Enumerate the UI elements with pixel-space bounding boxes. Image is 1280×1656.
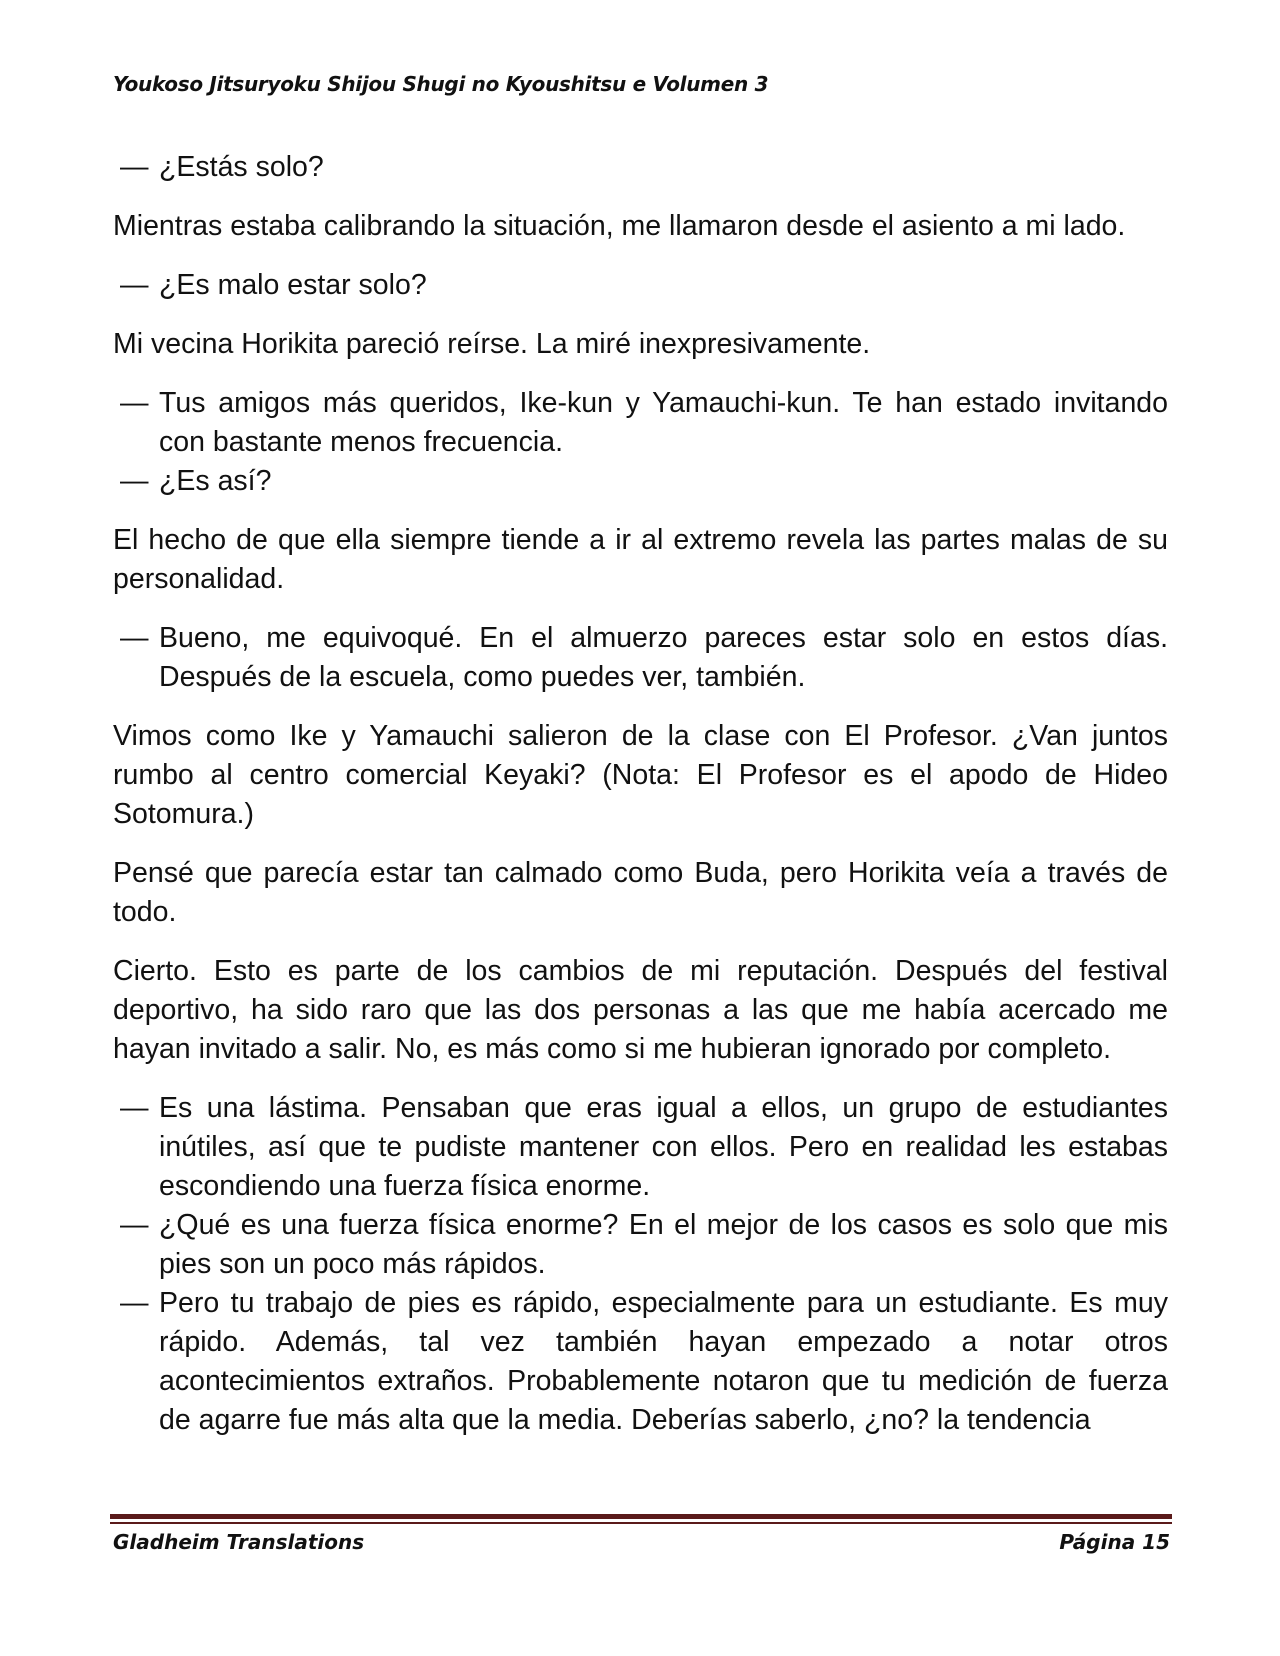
dialogue-text: ¿Qué es una fuerza física enorme? En el mejor de los casos es solo que mis pies son un poco más rápidos. bbox=[159, 1209, 1168, 1280]
dialogue-dash: — bbox=[120, 622, 149, 654]
footer-rule bbox=[110, 1514, 1172, 1519]
paragraph: Cierto. Esto es parte de los cambios de mi reputación. Después del festival deportivo, ha sido raro que las dos personas a las que me había acercado me hayan invitado a salir. No, es más como si me hubieran ignorado por completo. bbox=[113, 955, 1168, 1065]
dialogue-dash: — bbox=[120, 269, 149, 301]
dialogue-dash: — bbox=[120, 1092, 149, 1124]
dialogue-line bbox=[113, 1206, 1168, 1284]
dialogue-line bbox=[113, 462, 1168, 501]
dialogue-line bbox=[113, 266, 1168, 305]
footer-publisher: Gladheim Translations bbox=[113, 1530, 365, 1554]
body-text bbox=[113, 148, 1168, 1460]
paragraph: El hecho de que ella siempre tiende a ir al extremo revela las partes malas de su personalidad. bbox=[113, 524, 1168, 595]
page-number: Página 15 bbox=[1059, 1530, 1170, 1554]
dialogue-line bbox=[113, 1284, 1168, 1440]
dialogue-line bbox=[113, 148, 1168, 187]
dialogue-dash: — bbox=[120, 1209, 149, 1241]
dialogue-text: ¿Es malo estar solo? bbox=[159, 269, 427, 301]
footer-rule-thin bbox=[110, 1522, 1172, 1524]
dialogue-text: ¿Es así? bbox=[159, 465, 272, 497]
dialogue-dash: — bbox=[120, 151, 149, 183]
dialogue-line bbox=[113, 384, 1168, 462]
dialogue-dash: — bbox=[120, 1287, 149, 1319]
paragraph: Pensé que parecía estar tan calmado como Buda, pero Horikita veía a través de todo. bbox=[113, 857, 1168, 928]
running-header: Youkoso Jitsuryoku Shijou Shugi no Kyoushitsu e Volumen 3 bbox=[113, 72, 769, 96]
paragraph: Mi vecina Horikita pareció reírse. La miré inexpresivamente. bbox=[113, 328, 871, 360]
dialogue-text: Pero tu trabajo de pies es rápido, especialmente para un estudiante. Es muy rápido. Además, tal vez también hayan empezado a notar otros acontecimientos extraños. Probablemente notaron que tu medición de fuerza de agarre fue más alta que la media. Deberías saberlo, ¿no? la tendencia bbox=[159, 1287, 1168, 1436]
dialogue-text: ¿Estás solo? bbox=[159, 151, 324, 183]
dialogue-text: Tus amigos más queridos, Ike-kun y Yamauchi-kun. Te han estado invitando con bastante menos frecuencia. bbox=[159, 387, 1168, 458]
dialogue-dash: — bbox=[120, 465, 149, 497]
dialogue-dash: — bbox=[120, 387, 149, 419]
dialogue-text: Bueno, me equivoqué. En el almuerzo pareces estar solo en estos días. Después de la escuela, como puedes ver, también. bbox=[159, 622, 1168, 693]
dialogue-group bbox=[113, 1089, 1168, 1440]
dialogue-line bbox=[113, 619, 1168, 697]
dialogue-group bbox=[113, 384, 1168, 501]
dialogue-line bbox=[113, 1089, 1168, 1206]
paragraph: Vimos como Ike y Yamauchi salieron de la clase con El Profesor. ¿Van juntos rumbo al centro comercial Keyaki? (Nota: El Profesor es el apodo de Hideo Sotomura.) bbox=[113, 720, 1168, 830]
dialogue-text: Es una lástima. Pensaban que eras igual a ellos, un grupo de estudiantes inútiles, así que te pudiste mantener con ellos. Pero en realidad les estabas escondiendo una fuerza física enorme. bbox=[159, 1092, 1168, 1202]
paragraph: Mientras estaba calibrando la situación, me llamaron desde el asiento a mi lado. bbox=[113, 210, 1126, 242]
